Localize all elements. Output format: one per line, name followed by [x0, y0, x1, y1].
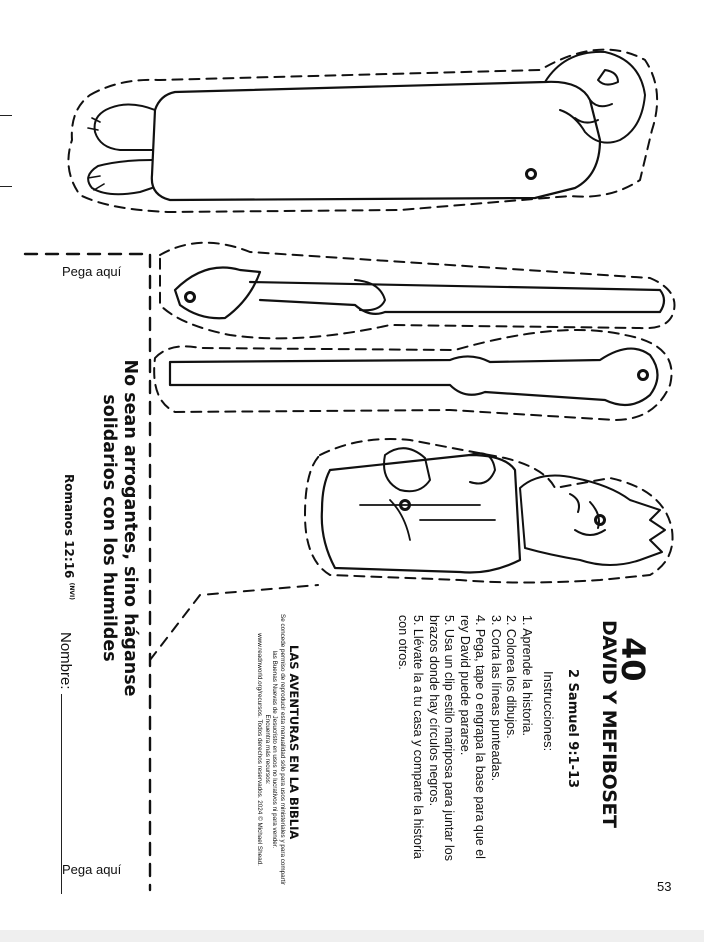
- fine-print: [256, 612, 286, 887]
- king-david-cut-line: [305, 439, 673, 583]
- motto-line-2: solidarios con los humildes: [99, 394, 119, 662]
- resources-text: Encuentra más recursos:: [263, 714, 271, 785]
- arm-lower-cut-line: [154, 330, 671, 420]
- permission-text: Se concede permiso de reproducir esta manualidad sólo para usos ministeriales y para compartir las Buenas Nuevas de Jesucristo en usos no lucrativos ni para vender.: [271, 614, 286, 885]
- king-david-head: [520, 476, 665, 565]
- name-field[interactable]: [57, 632, 74, 894]
- glue-here-label-top: Pega aquí: [62, 264, 122, 279]
- verse-version: (NVI): [68, 582, 75, 600]
- brand-title: LAS AVENTURAS EN LA BIBLIA: [287, 645, 301, 840]
- verse-reference: [62, 474, 76, 600]
- arm-hole-circle: [596, 516, 605, 525]
- page-number: 53: [657, 879, 672, 894]
- mefiboset-cut-line: [68, 50, 657, 212]
- lesson-title: DAVID Y MEFIBOSET: [598, 620, 620, 828]
- arm-lower: [170, 349, 658, 405]
- glue-here-label-bottom: Pega aquí: [62, 862, 122, 877]
- mefiboset-feet: [88, 104, 155, 194]
- king-david-body: [322, 455, 520, 573]
- arm-upper-cut-line: [160, 243, 675, 339]
- scripture-reference: 2 Samuel 9:1-13: [565, 669, 580, 789]
- arm-hole-circle: [527, 170, 536, 179]
- instruction-item: 3. Corta las líneas punteadas.: [489, 615, 503, 782]
- instruction-item: 5. Llévate la a tu casa y comparte la historia con otros.: [396, 615, 426, 859]
- copyright-text: www.readnworld.org/recursos. Todos derechos reservados. 2024 © Michael Shead.: [256, 633, 264, 866]
- name-label: Nombre:: [57, 632, 74, 690]
- instruction-item: 1. Aprende la historia.: [520, 615, 534, 736]
- instruction-item: 4. Pega, tape o engrapa la base para que el rey David puede pararse.: [458, 615, 488, 859]
- motto-line-1: No sean arrogantes, sino háganse: [120, 359, 140, 697]
- instruction-item: 2. Colorea los dibujos.: [504, 615, 519, 739]
- verse-reference-text: Romanos 12:16: [62, 474, 76, 579]
- instruction-item: 5. Usa un clip estilo mariposa para juntar los brazos donde hay círculos negros.: [427, 615, 457, 861]
- memory-verse: [98, 341, 140, 715]
- mefiboset-head: [545, 52, 645, 143]
- mefiboset-body: [152, 82, 600, 200]
- instructions-heading: Instrucciones:: [541, 671, 556, 752]
- lesson-number: 40: [614, 637, 652, 682]
- name-blank-line[interactable]: [61, 694, 74, 894]
- instructions-list: [395, 615, 535, 861]
